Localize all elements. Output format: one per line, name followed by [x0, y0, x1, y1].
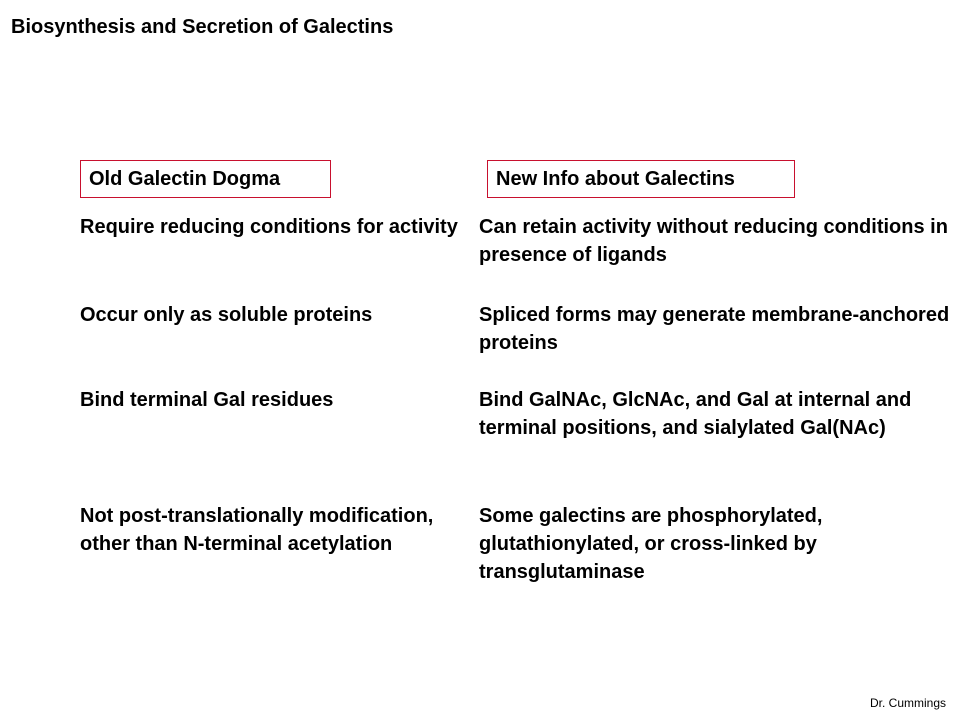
- old-dogma-item: Bind terminal Gal residues: [80, 389, 334, 411]
- old-dogma-header: Old Galectin Dogma: [80, 160, 331, 198]
- old-dogma-item: Not post-translationally modification, other than N-terminal acetylation: [80, 505, 434, 555]
- author-credit: Dr. Cummings: [869, 696, 946, 710]
- old-dogma-item: Require reducing conditions for activity: [80, 216, 458, 238]
- slide-title: Biosynthesis and Secretion of Galectins: [11, 16, 394, 38]
- new-info-item: Can retain activity without reducing conditions in presence of ligands: [479, 216, 948, 266]
- new-info-item: Bind GalNAc, GlcNAc, and Gal at internal and terminal positions, and sialylated Gal(NAc): [479, 389, 912, 439]
- new-info-item: Some galectins are phosphorylated, glutathionylated, or cross-linked by transglutaminase: [479, 505, 823, 583]
- new-info-item: Spliced forms may generate membrane-anchored proteins: [479, 304, 950, 354]
- new-info-header: New Info about Galectins: [487, 160, 795, 198]
- old-dogma-item: Occur only as soluble proteins: [80, 304, 373, 326]
